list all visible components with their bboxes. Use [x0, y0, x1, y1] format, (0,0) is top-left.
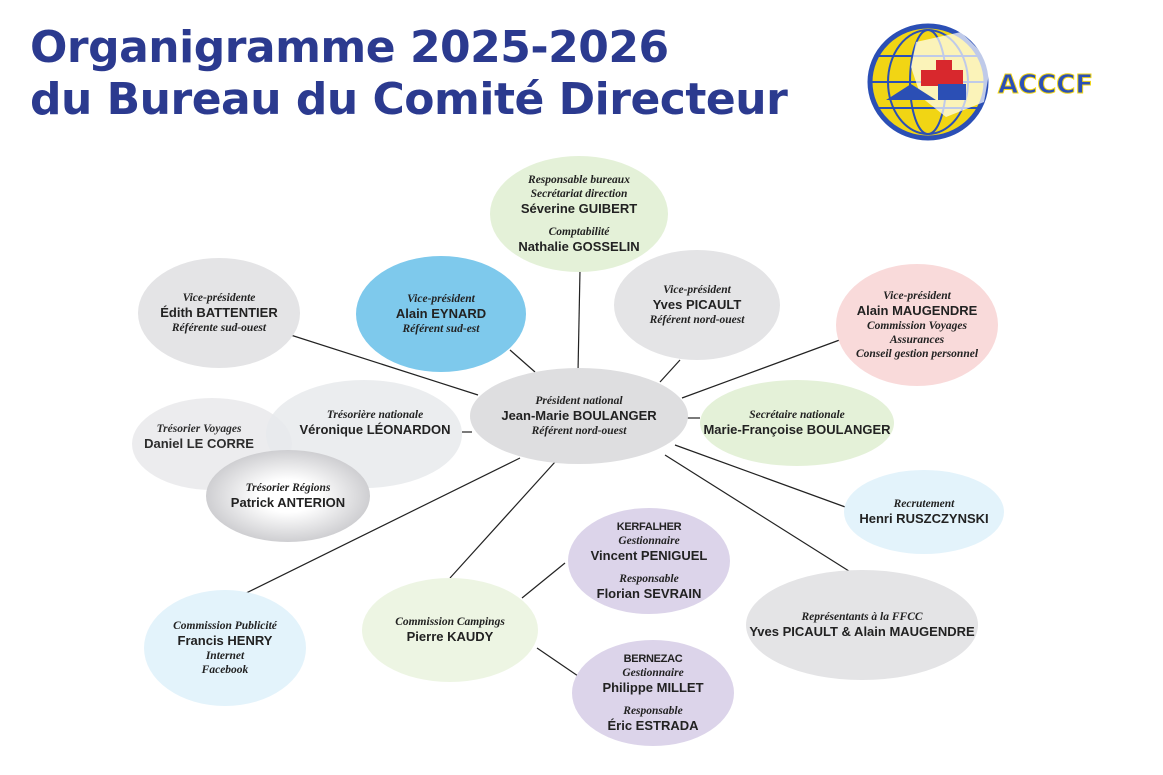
role-label: Responsable	[623, 705, 683, 717]
person-name: Yves PICAULT & Alain MAUGENDRE	[749, 624, 975, 639]
role-label: Vice-président	[883, 290, 951, 302]
title-line-2: du Bureau du Comité Directeur	[30, 74, 788, 125]
person-name: Henri RUSZCZYNSKI	[859, 511, 989, 526]
person-name: Nathalie GOSSELIN	[518, 239, 640, 254]
person-name: Alain EYNARD	[395, 306, 487, 321]
camping-name: BERNEZAC	[623, 653, 683, 665]
role-label: Conseil gestion personnel	[855, 348, 979, 360]
person-name: Séverine GUIBERT	[520, 201, 638, 216]
node-secretaire-nationale	[700, 380, 894, 466]
node-camping-bernezac	[572, 640, 734, 746]
person-name: Florian SEVRAIN	[596, 586, 702, 601]
person-name: Philippe MILLET	[602, 680, 704, 695]
node-vice-president-eynard	[356, 256, 526, 372]
role-label: Représentants à la FFCC	[801, 611, 923, 623]
node-tresorier-regions	[206, 450, 370, 542]
role-label: Trésorier Voyages	[156, 423, 242, 435]
node-vice-presidente-battentier	[138, 258, 300, 368]
role-label: Référent nord-ouest	[531, 425, 627, 437]
role-label: Secrétaire nationale	[749, 409, 845, 421]
person-name: Patrick ANTERION	[230, 495, 346, 510]
person-name: Yves PICAULT	[652, 297, 742, 312]
node-representants-ffcc	[746, 570, 978, 680]
role-label: Référent sud-est	[402, 323, 480, 335]
person-name: Véronique LÉONARDON	[299, 422, 451, 437]
role-label: Commission Voyages	[866, 320, 967, 332]
role-label: Référente sud-ouest	[171, 322, 267, 334]
role-label: Président national	[535, 395, 623, 407]
node-vice-president-picault	[614, 250, 780, 360]
role-label: Facebook	[201, 664, 249, 676]
node-commission-campings	[362, 578, 538, 682]
title-line-1: Organigramme 2025-2026	[30, 22, 669, 73]
node-responsable-bureaux	[490, 156, 668, 272]
role-label: Secrétariat direction	[530, 188, 628, 200]
role-label: Référent nord-ouest	[649, 314, 745, 326]
person-name: Francis HENRY	[177, 633, 273, 648]
logo-text: ACCCF	[998, 70, 1094, 100]
node-vice-president-maugendre	[836, 264, 998, 386]
role-label: Internet	[205, 650, 245, 662]
role-label: Responsable	[619, 573, 679, 585]
node-commission-publicite	[144, 590, 306, 706]
role-label: Gestionnaire	[622, 667, 684, 679]
role-label: Recrutement	[893, 498, 955, 510]
role-label: Gestionnaire	[618, 535, 680, 547]
role-label: Trésorier Régions	[245, 482, 331, 494]
role-label: Assurances	[889, 334, 945, 346]
person-name: Vincent PENIGUEL	[590, 548, 708, 563]
person-name: Pierre KAUDY	[406, 629, 494, 644]
role-label: Vice-présidente	[182, 292, 256, 304]
node-camping-kerfalher	[568, 508, 730, 614]
role-label: Vice-président	[663, 284, 731, 296]
camping-name: KERFALHER	[616, 521, 682, 533]
person-name: Jean-Marie BOULANGER	[501, 408, 657, 423]
person-name: Marie-Françoise BOULANGER	[703, 422, 891, 437]
role-label: Responsable bureaux	[528, 174, 630, 186]
node-president-national	[470, 368, 688, 464]
role-label: Comptabilité	[548, 226, 610, 238]
role-label: Commission Publicité	[173, 620, 277, 632]
role-label: Commission Campings	[395, 616, 505, 628]
person-name: Éric ESTRADA	[607, 718, 699, 733]
person-name: Daniel LE CORRE	[144, 436, 254, 451]
role-label: Trésorière nationale	[326, 409, 424, 421]
person-name: Alain MAUGENDRE	[856, 303, 978, 318]
node-recrutement	[844, 470, 1004, 554]
person-name: Édith BATTENTIER	[160, 305, 278, 320]
role-label: Vice-président	[407, 293, 475, 305]
